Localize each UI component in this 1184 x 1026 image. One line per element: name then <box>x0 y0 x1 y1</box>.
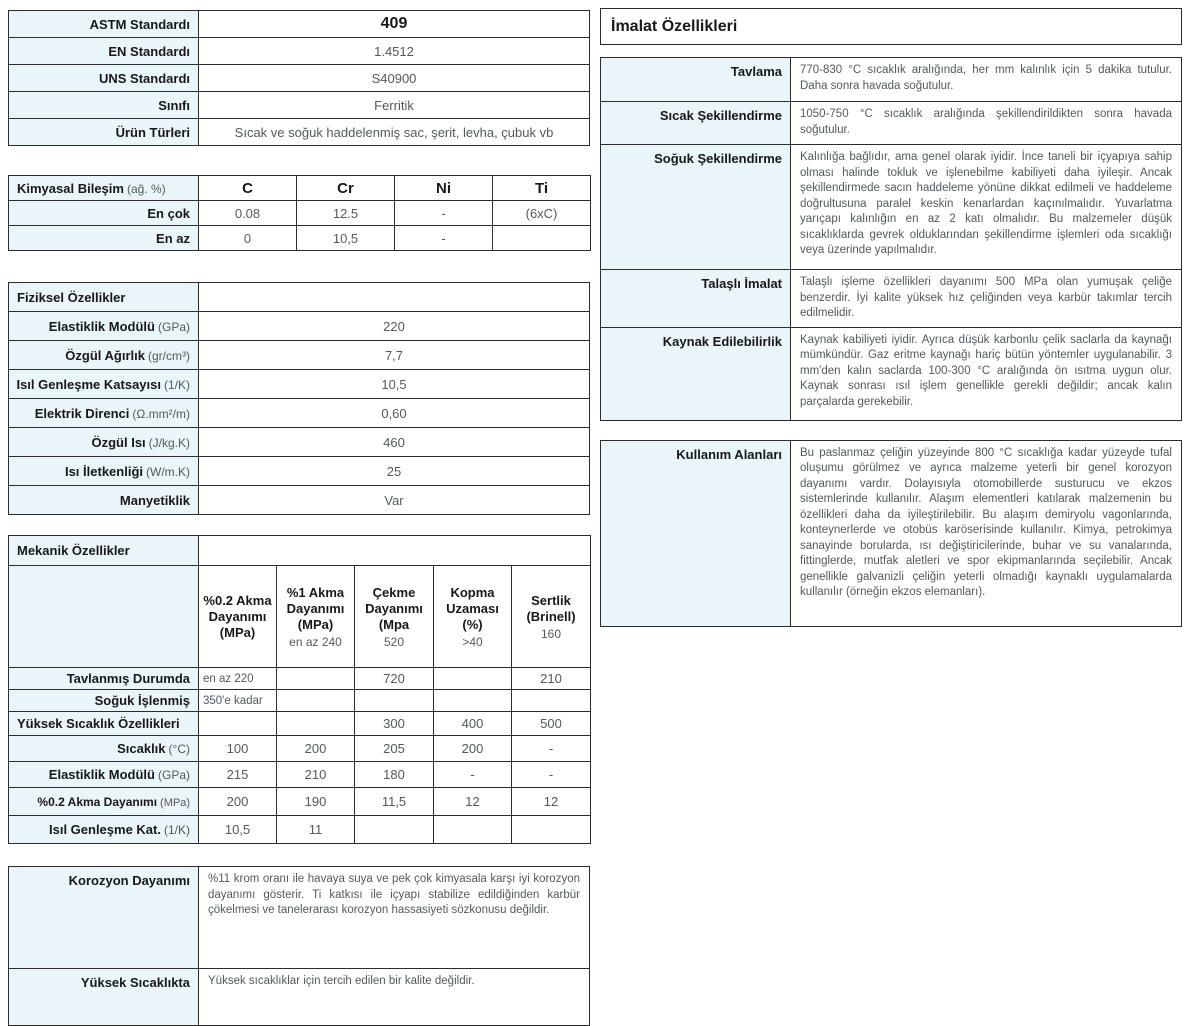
cell-value <box>493 226 591 251</box>
row-label <box>9 486 199 515</box>
column-header-row <box>9 566 591 668</box>
table-row <box>9 341 590 370</box>
row-label-text: Özgül Ağırlık <box>65 347 145 363</box>
row-value: 25 <box>199 457 590 486</box>
row-label-unit: (1/K) <box>163 823 190 837</box>
cell-value: 11,5 <box>355 788 434 816</box>
table-row <box>9 38 590 65</box>
column-header-title: Çekme Dayanımı (Mpa <box>365 584 423 632</box>
table-row <box>9 65 590 92</box>
table-row <box>9 712 591 736</box>
table-row <box>601 440 1182 626</box>
cell-value: (6xC) <box>493 201 591 226</box>
row-value: Ferritik <box>199 92 590 119</box>
row-label <box>9 736 199 762</box>
table-row <box>9 816 591 844</box>
table-header-row <box>9 283 590 312</box>
row-label <box>9 457 199 486</box>
table-row <box>9 690 591 712</box>
row-label <box>9 788 199 816</box>
column-header-sub: en az 240 <box>289 634 342 649</box>
cell-value: 200 <box>434 736 512 762</box>
table-title: Fiziksel Özellikler <box>9 283 199 312</box>
cell-value: - <box>434 762 512 788</box>
row-label: En az <box>9 226 199 251</box>
cell-value: - <box>512 762 591 788</box>
column-header: Cr <box>297 176 395 201</box>
mechanical-properties-table <box>8 535 591 844</box>
row-label: Yüksek Sıcaklıkta <box>9 969 199 1026</box>
table-row <box>9 312 590 341</box>
row-label <box>9 370 199 399</box>
column-header-title: Kopma Uzaması (%) <box>446 584 499 632</box>
cell-value <box>277 690 355 712</box>
applications-table <box>600 440 1182 627</box>
table-row <box>9 486 590 515</box>
cell-value <box>355 816 434 844</box>
cell-value: 12 <box>434 788 512 816</box>
cell-value <box>512 816 591 844</box>
row-label-text: Manyetiklik <box>119 492 190 508</box>
row-label-unit: (J/kg.K) <box>148 435 190 450</box>
table-row <box>601 145 1182 270</box>
column-header <box>355 566 434 668</box>
cell-value: 180 <box>355 762 434 788</box>
table-row <box>9 119 590 146</box>
left-column <box>8 10 590 1026</box>
cell-value: 400 <box>434 712 512 736</box>
row-label: Ürün Türleri <box>9 119 199 146</box>
row-label-text: Sıcaklık <box>117 741 166 756</box>
cell-value: 210 <box>277 762 355 788</box>
row-label-text: Elektrik Direnci <box>34 405 130 421</box>
row-text: Kalınlığa bağlıdır, ama genel olarak iyidir. İnce taneli bir içyapıya sahip olması halinde tokluk ve işlenebilme kabiliyeti daha iyileşir. Ancak şekillendirmede sacın haddeleme yönüne dikkat edilmeli ve haddeleme doğrultusuna paralel keskin kenarlardan kaçınılmalıdır. Yuvarlatma yarıçapı kalınlığın en az 2 katı olmalıdır. Bu malzemeler düşük sıcaklıklarda gevrek olduklarından şekillendirme işlemleri oda sıcaklığı veya üzerinde yapılmalıdır. <box>791 145 1182 270</box>
cell-value: en az 220 <box>199 668 277 690</box>
row-value: 1.4512 <box>199 38 590 65</box>
physical-properties-table <box>8 282 590 515</box>
column-header-title: %1 Akma Dayanımı (MPa) <box>286 584 345 632</box>
cell-value: - <box>512 736 591 762</box>
row-label-text: Isı İletkenliği <box>64 463 143 479</box>
cell-value <box>199 712 277 736</box>
cell-value <box>434 668 512 690</box>
table-row <box>9 226 591 251</box>
cell-value: 500 <box>512 712 591 736</box>
cell-value: 200 <box>277 736 355 762</box>
column-header: Ti <box>493 176 591 201</box>
column-header-title: Sertlik (Brinell) <box>526 592 576 624</box>
cell-value: 10,5 <box>199 816 277 844</box>
row-label <box>9 341 199 370</box>
chemical-composition-table <box>8 175 591 251</box>
row-label-text: %0.2 Akma Dayanımı <box>37 794 158 809</box>
column-header: Ni <box>395 176 493 201</box>
cell-value: - <box>395 226 493 251</box>
column-header-sub: 160 <box>541 626 562 641</box>
row-label <box>9 762 199 788</box>
row-text: %11 krom oranı ile havaya suya ve pek çok kimyasala karşı iyi korozyon dayanımı gösterir. Ti katkısı ile içyapı stabilize edildiğinden karbür çökelmesi ve tanelerarası korozyon hassasiyeti sözkonusu değildir. <box>199 867 590 969</box>
row-label <box>9 816 199 844</box>
cell-value: 190 <box>277 788 355 816</box>
table-row <box>9 92 590 119</box>
cell-value <box>434 816 512 844</box>
corrosion-table <box>8 866 590 1026</box>
row-label: ASTM Standardı <box>9 11 199 38</box>
row-text: 1050-750 °C sıcaklık aralığında şekillendirildikten sonra havada soğutulur. <box>791 102 1182 145</box>
row-label: Sınıfı <box>9 92 199 119</box>
table-title <box>9 176 199 201</box>
cell-value <box>277 668 355 690</box>
cell-value: 215 <box>199 762 277 788</box>
row-text: 770-830 °C sıcaklık aralığında, her mm kalınlık için 5 dakika tutulur. Daha sonra havada soğutulur. <box>791 58 1182 102</box>
row-label-unit: (Ω.mm²/m) <box>132 406 190 421</box>
cell-value: 12 <box>512 788 591 816</box>
column-header-sub: 520 <box>383 634 405 649</box>
table-row <box>601 102 1182 145</box>
row-label <box>9 428 199 457</box>
row-label-text: Elastiklik Modülü <box>48 318 155 334</box>
table-row <box>9 736 591 762</box>
table-row <box>601 270 1182 328</box>
empty-label-cell <box>9 566 199 668</box>
row-value: 0,60 <box>199 399 590 428</box>
cell-value: 11 <box>277 816 355 844</box>
cell-value: 10,5 <box>297 226 395 251</box>
row-label-unit: (1/K) <box>163 377 190 392</box>
row-label: Soğuk İşlenmiş <box>9 690 199 712</box>
row-label: EN Standardı <box>9 38 199 65</box>
row-label: Tavlanmış Durumda <box>9 668 199 690</box>
standards-table <box>8 10 590 146</box>
row-label-unit: (GPa) <box>157 768 190 782</box>
row-value: 409 <box>199 11 590 38</box>
table-header-row <box>9 176 591 201</box>
row-label: Sıcak Şekillendirme <box>601 102 791 145</box>
column-header <box>434 566 512 668</box>
row-label-text: Elastiklik Modülü <box>48 767 155 782</box>
column-header-title: %0.2 Akma Dayanımı (MPa) <box>203 592 272 640</box>
row-label: UNS Standardı <box>9 65 199 92</box>
row-value: Sıcak ve soğuk haddelenmiş sac, şerit, levha, çubuk vb <box>199 119 590 146</box>
cell-value <box>434 690 512 712</box>
cell-value: 12.5 <box>297 201 395 226</box>
row-label-unit: (gr/cm³) <box>148 348 190 363</box>
row-label-unit: (W/m.K) <box>146 464 190 479</box>
cell-value: 0.08 <box>199 201 297 226</box>
table-row <box>9 457 590 486</box>
cell-value: - <box>395 201 493 226</box>
row-value: 7,7 <box>199 341 590 370</box>
row-label-unit: (MPa) <box>160 796 190 809</box>
row-value: 460 <box>199 428 590 457</box>
row-label: Tavlama <box>601 58 791 102</box>
table-title: Mekanik Özellikler <box>9 536 199 566</box>
cell-value: 205 <box>355 736 434 762</box>
column-header-sub: >40 <box>462 634 483 649</box>
row-text: Yüksek sıcaklıklar için tercih edilen bir kalite değildir. <box>199 969 590 1026</box>
row-label-text: Isıl Genleşme Katsayısı <box>16 376 161 392</box>
row-label-unit: (GPa) <box>157 319 190 334</box>
table-row <box>9 11 590 38</box>
cell-value: 300 <box>355 712 434 736</box>
table-row <box>601 58 1182 102</box>
manufacturing-section-title: İmalat Özellikleri <box>600 8 1182 45</box>
table-title-text: Kimyasal Bileşim <box>17 180 124 196</box>
row-label-text: Isıl Genleşme Kat. <box>48 822 161 837</box>
row-label: En çok <box>9 201 199 226</box>
table-row <box>9 201 591 226</box>
column-header <box>199 566 277 668</box>
table-row <box>601 327 1182 420</box>
cell-value: 720 <box>355 668 434 690</box>
cell-value <box>355 690 434 712</box>
empty-cell <box>199 536 591 566</box>
row-label-text: Özgül Isı <box>91 434 146 450</box>
table-row <box>9 370 590 399</box>
right-column <box>600 8 1182 627</box>
row-label: Kaynak Edilebilirlik <box>601 327 791 420</box>
table-row <box>9 867 590 969</box>
row-label <box>9 399 199 428</box>
row-value: 10,5 <box>199 370 590 399</box>
cell-value: 200 <box>199 788 277 816</box>
row-label: Talaşlı İmalat <box>601 270 791 328</box>
table-title-unit: (ağ. %) <box>126 181 166 196</box>
row-label: Yüksek Sıcaklık Özellikleri <box>9 712 199 736</box>
column-header <box>277 566 355 668</box>
row-text: Talaşlı işleme özellikleri dayanımı 500 MPa olan yumuşak çeliğe benzerdir. İyi kalite yüksek hız çeliğinden veya karbür takımlar tercih edilmelidir. <box>791 270 1182 328</box>
table-row <box>9 969 590 1026</box>
cell-value: 210 <box>512 668 591 690</box>
table-row <box>9 668 591 690</box>
table-row <box>9 428 590 457</box>
row-value: S40900 <box>199 65 590 92</box>
column-header <box>512 566 591 668</box>
row-label: Soğuk Şekillendirme <box>601 145 791 270</box>
table-row <box>9 762 591 788</box>
column-header: C <box>199 176 297 201</box>
row-label: Kullanım Alanları <box>601 440 791 626</box>
cell-value <box>277 712 355 736</box>
row-text: Kaynak kabiliyeti iyidir. Ayrıca düşük karbonlu çelik saclarla da kaynağı mümkündür. Gaz eritme kaynağı hariç bütün yöntemler uygulanabilir. 3 mm'den kalın saclarda 100-300 °C aralığında ön ısıtma uygun olur. Kaynak sonrası ısıl işlem genellikle gerekli değildir; ancak kalın parçalarda gerekebilir. <box>791 327 1182 420</box>
cell-value <box>512 690 591 712</box>
row-label-unit: (°C) <box>168 742 190 756</box>
row-label: Korozyon Dayanımı <box>9 867 199 969</box>
cell-value: 0 <box>199 226 297 251</box>
row-text: Bu paslanmaz çeliğin yüzeyinde 800 °C sıcaklığa kadar yüzeyde tufal oluşumu görülmez ve ayrıca malzeme yeterli bir genel korozyon dayanımı vardır. Dolayısıyla otomobillerde susturucu ve ekzos sistemlerinde kullanılır. Alaşım elementleri katılarak malzemenin bu özellikleri daha da iyileştirilebilir. Bu alaşım demiryolu vagonlarında, konteynerlerde ve otobüs karöserisinde kullanılır. Kimya, petrokimya sanayinde borularda, ısı değiştiricilerinde, buhar ve su vanalarında, fittinglerde, mutfak aletleri ve spor ekipmanlarında seçilebilir. Ancak genellikle galvanizli çeliğin yeterli olmadığı kaynaklı uygulamalarda kullanılır (örneğin ekzos elemanları). <box>791 440 1182 626</box>
row-value: Var <box>199 486 590 515</box>
cell-value: 100 <box>199 736 277 762</box>
row-label <box>9 312 199 341</box>
table-header-row <box>9 536 591 566</box>
empty-cell <box>199 283 590 312</box>
cell-value: 350'e kadar <box>199 690 277 712</box>
table-row <box>9 399 590 428</box>
row-value: 220 <box>199 312 590 341</box>
manufacturing-table <box>600 57 1182 421</box>
table-row <box>9 788 591 816</box>
